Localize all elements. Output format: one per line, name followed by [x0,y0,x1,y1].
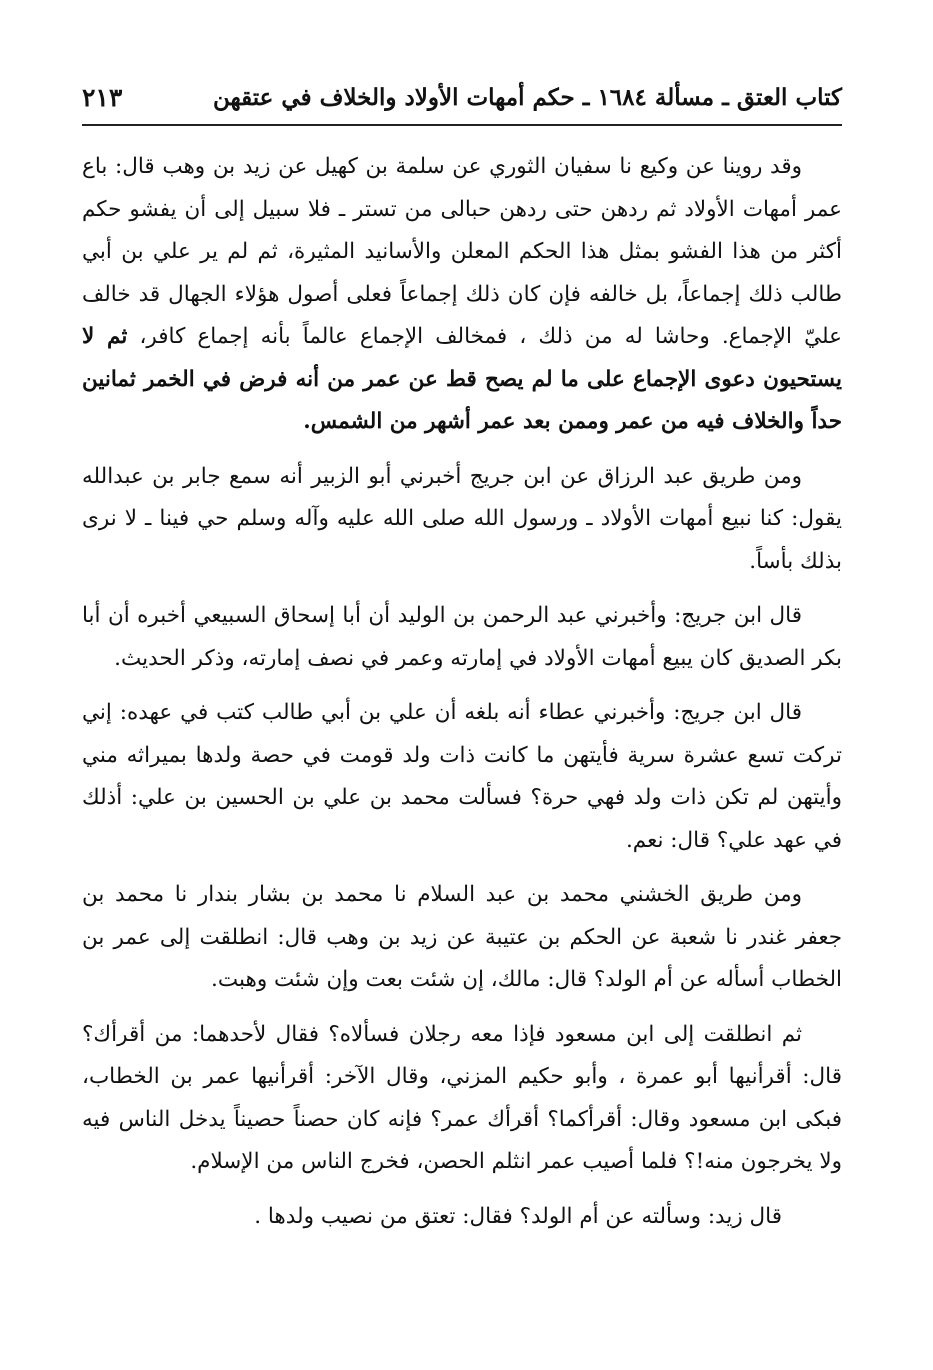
page-body [82,146,842,1250]
paragraph-5-text: ومن طريق الخشني محمد بن عبد السلام نا محمد بن بشار بندار نا محمد بن جعفر غندر نا شعبة عن الحكم بن عتيبة عن زيد بن وهب قال: انطلقت إلى عمر بن الخطاب أسأله عن أم الولد؟ قال: مالك، إن شئت بعت وإن شئت وهبت. [82,882,842,992]
header-title: كتاب العتق ـ مسألة ١٦٨٤ ـ حكم أمهات الأولاد والخلاف في عتقهن [213,84,842,111]
header-divider [82,124,842,126]
paragraph-3 [82,595,842,680]
paragraph-1 [82,146,842,444]
running-header [82,78,842,122]
paragraph-1-bold-text: ثم لا يستحيون دعوى الإجماع على ما لم يصح قط عن عمر من أنه فرض في الخمر ثمانين حداً والخلاف فيه من عمر وممن بعد عمر أشهر من الشمس. [82,324,842,434]
paragraph-2 [82,456,842,584]
paragraph-3-text: قال ابن جريج: وأخبرني عبد الرحمن بن الوليد أن أبا إسحاق السبيعي أخبره أن أبا بكر الصديق كان يبيع أمهات الأولاد في إمارته وعمر في نصف إمارته، وذكر الحديث. [82,603,842,671]
paragraph-1-text: وقد روينا عن وكيع نا سفيان الثوري عن سلمة بن كهيل عن زيد بن وهب قال: باع عمر أمهات الأولاد ثم ردهن حتى ردهن حبالى من تستر ـ فلا سبيل إلى أن يفشو حكم أكثر من هذا الفشو بمثل هذا الحكم المعلن والأسانيد المثيرة، ثم لم ير علي بن أبي طالب ذلك إجماعاً، بل خالفه فإن كان ذلك إجماعاً فعلى أصول هؤلاء الجهال قد خالف عليّ الإجماع. وحاشا له من ذلك ، فمخالف الإجماع عالماً بأنه إجماع كافر، [82,154,842,349]
paragraph-7-text: قال زيد: وسألته عن أم الولد؟ فقال: تعتق من نصيب ولدها . [254,1203,782,1229]
paragraph-4-text: قال ابن جريج: وأخبرني عطاء أنه بلغه أن علي بن أبي طالب كتب في عهده: إني تركت تسع عشرة سرية فأيتهن ما كانت ذات ولد قومت في حصة ولدها بميراثه مني وأيتهن لم تكن ذات ولد فهي حرة؟ فسألت محمد بن علي بن الحسين بن علي: أذلك في عهد علي؟ قال: نعم. [82,700,842,853]
paragraph-6 [82,1014,842,1184]
paragraph-2-text: ومن طريق عبد الرزاق عن ابن جريج أخبرني أبو الزبير أنه سمع جابر بن عبدالله يقول: كنا نبيع أمهات الأولاد ـ ورسول الله صلى الله عليه وآله وسلم حي فينا ـ لا نرى بذلك بأساً. [82,463,842,574]
page-number: ٢١٣ [82,83,123,112]
paragraph-7 [82,1196,842,1239]
paragraph-4 [82,692,842,862]
paragraph-6-text: ثم انطلقت إلى ابن مسعود فإذا معه رجلان فسألاه؟ فقال لأحدهما: من أقرأك؟ قال: أقرأنيها أبو عمرة ، وأبو حكيم المزني، وقال الآخر: أقرأنيها عمر بن الخطاب، فبكى ابن مسعود وقال: أقرأكما؟ أقرأك عمر؟ فإنه كان حصناً حصيناً يدخل الناس فيه ولا يخرجون منه!؟ فلما أصيب عمر انثلم الحصن، فخرج الناس من الإسلام. [82,1021,842,1174]
paragraph-5 [82,874,842,1002]
